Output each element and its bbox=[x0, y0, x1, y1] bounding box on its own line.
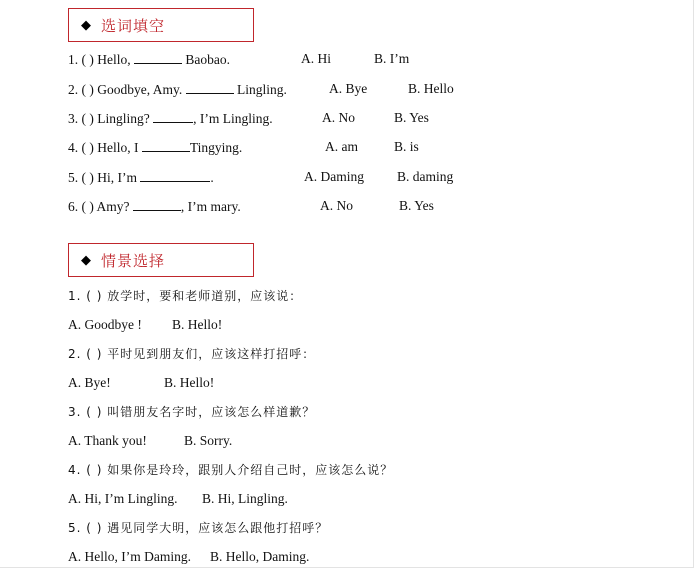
answer-blank[interactable] bbox=[142, 139, 190, 152]
option-b: B. Sorry. bbox=[184, 433, 233, 448]
option-a: A. am bbox=[325, 139, 358, 154]
section2-heading bbox=[68, 243, 254, 277]
item-prefix: 2. ( ) Goodbye, Amy. bbox=[68, 82, 186, 97]
answer-blank[interactable] bbox=[133, 198, 181, 211]
diamond-bullet-icon: ◆ bbox=[81, 252, 91, 268]
option-a: A. Goodbye ! bbox=[68, 317, 142, 332]
scenario-question-2: 2. ( ) 平时见到朋友们，应该这样打招呼： bbox=[68, 347, 316, 361]
fill-item-text bbox=[68, 51, 230, 68]
scenario-question-3: 3. ( ) 叫错朋友名字时，应该怎么样道歉？ bbox=[68, 405, 316, 419]
item-prefix: 3. ( ) Lingling? bbox=[68, 111, 154, 126]
scenario-question-4: 4. ( ) 如果你是玲玲，跟别人介绍自己时，应该怎么说？ bbox=[68, 463, 394, 477]
diamond-bullet-icon: ◆ bbox=[81, 17, 91, 33]
fill-item-text bbox=[68, 198, 241, 215]
fill-item-text bbox=[68, 169, 214, 186]
item-prefix: 6. ( ) Amy? bbox=[68, 199, 133, 214]
section1-heading bbox=[68, 8, 254, 42]
answer-blank[interactable] bbox=[140, 169, 210, 182]
option-a: A. No bbox=[320, 198, 353, 213]
option-a: A. Hi, I’m Lingling. bbox=[68, 491, 178, 506]
item-prefix: 1. ( ) Hello, bbox=[68, 52, 134, 67]
fill-item-text bbox=[68, 110, 273, 127]
scenario-question-5: 5. ( ) 遇见同学大明，应该怎么跟他打招呼？ bbox=[68, 521, 329, 535]
option-b: B. Hello bbox=[408, 81, 454, 96]
answer-blank[interactable] bbox=[134, 51, 182, 64]
option-a: A. Thank you! bbox=[68, 433, 147, 448]
option-a: A. Hi bbox=[301, 51, 331, 66]
fill-item-text bbox=[68, 139, 242, 156]
fill-item-text bbox=[68, 81, 287, 98]
option-a: A. Daming bbox=[304, 169, 364, 184]
item-suffix: Baobao. bbox=[181, 52, 230, 67]
option-b: B. is bbox=[394, 139, 419, 154]
answer-blank[interactable] bbox=[153, 110, 193, 123]
answer-blank[interactable] bbox=[186, 81, 234, 94]
option-a: A. Bye bbox=[329, 81, 368, 96]
option-b: B. I’m bbox=[374, 51, 410, 66]
section1-title: 选词填空 bbox=[101, 16, 166, 35]
item-prefix: 4. ( ) Hello, I bbox=[68, 140, 142, 155]
item-prefix: 5. ( ) Hi, I’m bbox=[68, 170, 141, 185]
option-b: B. Hello, Daming. bbox=[210, 549, 310, 564]
item-suffix: . bbox=[210, 170, 214, 185]
option-a: A. No bbox=[322, 110, 355, 125]
item-suffix: , I’m Lingling. bbox=[193, 111, 273, 126]
item-suffix: Tingying. bbox=[189, 140, 243, 155]
option-a: A. Bye! bbox=[68, 375, 111, 390]
option-b: B. Hi, Lingling. bbox=[202, 491, 288, 506]
option-b: B. daming bbox=[397, 169, 454, 184]
option-b: B. Yes bbox=[399, 198, 434, 213]
option-a: A. Hello, I’m Daming. bbox=[68, 549, 191, 564]
item-suffix: Lingling. bbox=[233, 82, 287, 97]
option-b: B. Yes bbox=[394, 110, 429, 125]
option-b: B. Hello! bbox=[172, 317, 223, 332]
item-suffix: , I’m mary. bbox=[180, 199, 241, 214]
scenario-question-1: 1. ( ) 放学时，要和老师道别，应该说： bbox=[68, 289, 303, 303]
option-b: B. Hello! bbox=[164, 375, 215, 390]
section2-title: 情景选择 bbox=[101, 251, 166, 270]
